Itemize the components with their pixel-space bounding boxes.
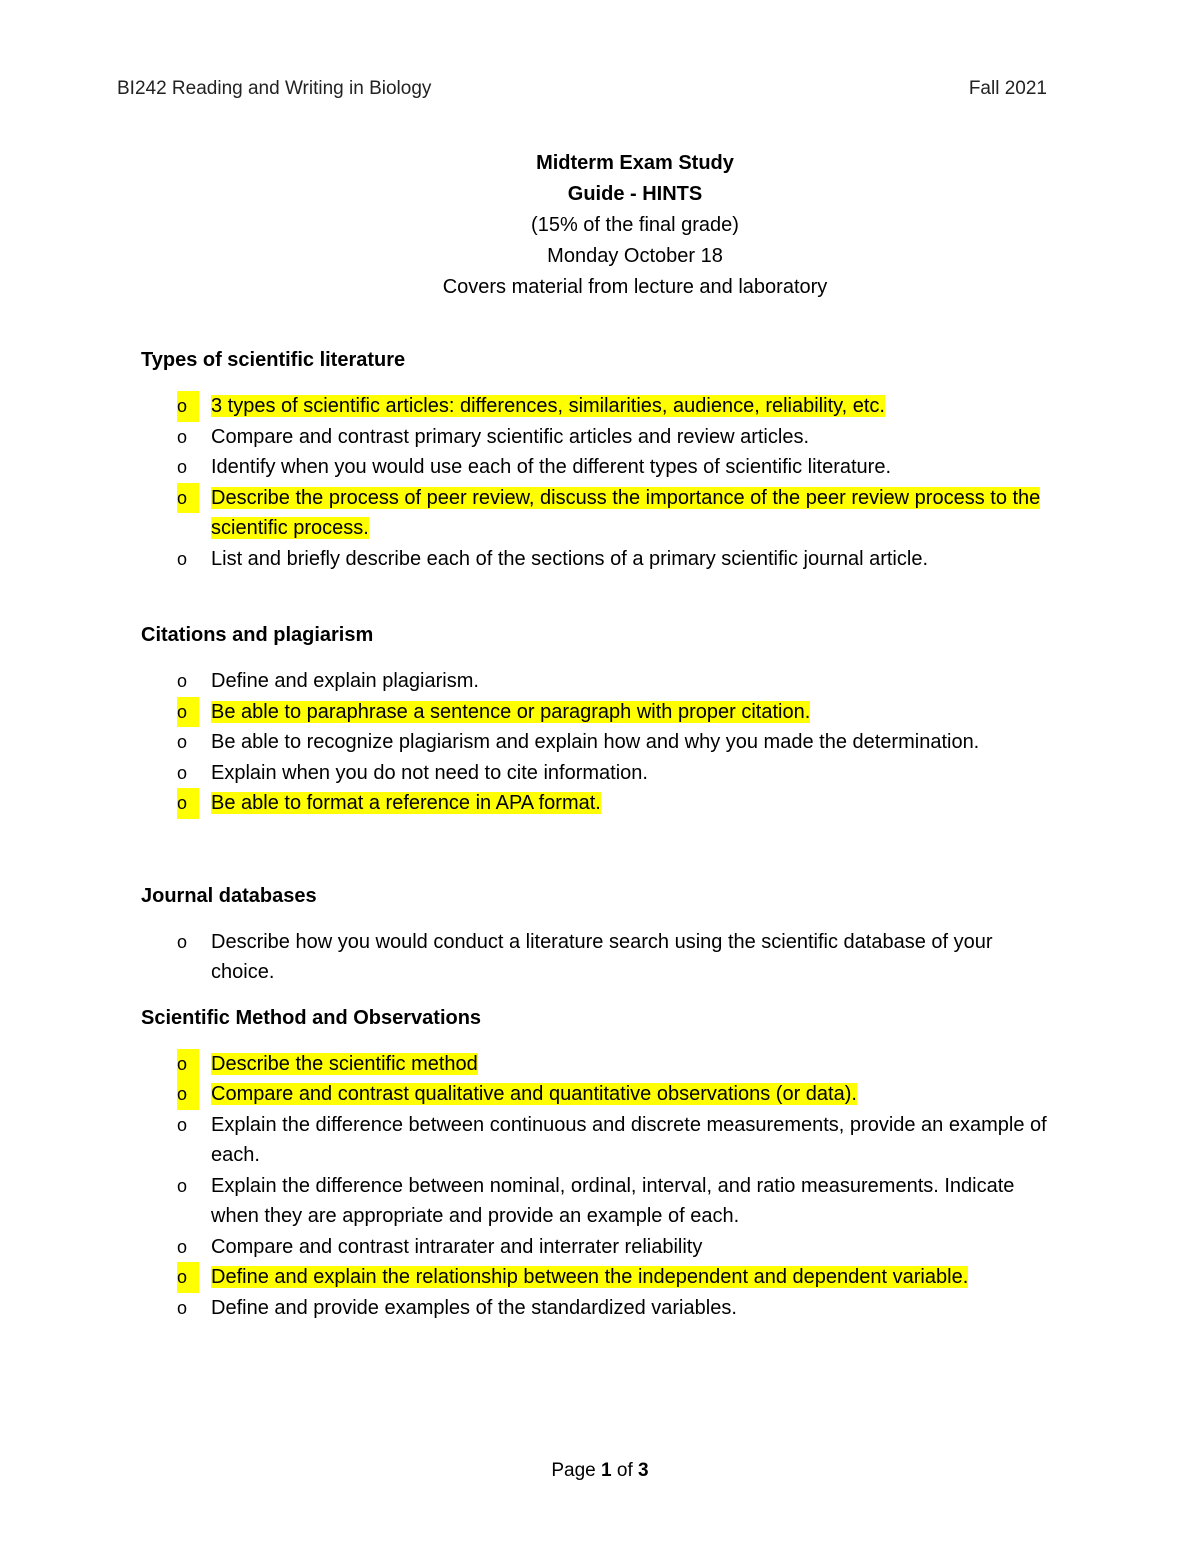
bullet-icon: o [177, 732, 188, 752]
title-line-1: Midterm Exam Study [536, 152, 734, 174]
list-item [141, 666, 1061, 697]
term-label: Fall 2021 [968, 78, 1047, 99]
list-item [141, 758, 1061, 789]
title-block [0, 148, 1200, 303]
item-text: Identify when you would use each of the different types of scientific literature. [211, 456, 892, 478]
list-item [141, 483, 1061, 544]
list-item [141, 1110, 1061, 1171]
bullet-icon: o [177, 1079, 199, 1110]
list-item [141, 927, 1061, 988]
list-item [141, 1079, 1061, 1110]
item-text: List and briefly describe each of the sections of a primary scientific journal article. [211, 547, 929, 570]
exam-date: Monday October 18 [547, 245, 723, 267]
item-text: Compare and contrast qualitative and quantitative observations (or data). [211, 1083, 857, 1105]
bullet-icon: o [177, 1049, 199, 1080]
bullet-icon: o [177, 1236, 188, 1257]
section-title: Types of scientific literature [141, 349, 406, 371]
item-text: Be able to recognize plagiarism and explain how and why you made the determination. [211, 731, 980, 753]
item-text: Be able to format a reference in APA format. [211, 792, 601, 814]
grade-weight: (15% of the final grade) [531, 214, 739, 236]
list-item [141, 1171, 1061, 1232]
item-text: Be able to paraphrase a sentence or paragraph with proper citation. [211, 700, 811, 723]
bullet-icon: o [177, 1297, 188, 1318]
list-item [141, 422, 1061, 453]
item-text: Explain the difference between continuous and discrete measurements, provide an example of each. [211, 1113, 1047, 1166]
bullet-icon: o [177, 671, 188, 691]
list-item [141, 452, 1061, 483]
list-item [141, 544, 1061, 575]
list-item [141, 1232, 1061, 1263]
bullet-icon: o [177, 788, 199, 819]
section-title: Scientific Method and Observations [141, 1006, 482, 1029]
course-title: BI242 Reading and Writing in Biology [117, 78, 432, 99]
bullet-icon: o [177, 931, 188, 952]
bullet-list [141, 391, 1061, 574]
bullet-list [141, 666, 1061, 819]
item-text: Explain the difference between nominal, ordinal, interval, and ratio measurements. Indicate when they are appropriate and provide an example of each. [211, 1174, 1015, 1227]
list-item [141, 788, 1061, 819]
item-text: 3 types of scientific articles: differences, similarities, audience, reliability, etc. [211, 395, 885, 417]
section-journal-databases [141, 881, 1061, 988]
page-footer [0, 1460, 1200, 1482]
bullet-list [141, 927, 1061, 988]
bullet-icon: o [177, 762, 188, 783]
list-item [141, 697, 1061, 728]
list-item [141, 1262, 1061, 1293]
bullet-icon: o [177, 1175, 188, 1196]
bullet-icon: o [177, 697, 199, 728]
bullet-list [141, 1049, 1061, 1324]
list-item [141, 1049, 1061, 1080]
section-types-of-literature [141, 345, 1061, 574]
bullet-icon: o [177, 1262, 199, 1293]
bullet-icon: o [177, 1114, 188, 1135]
page-header [117, 78, 1047, 100]
item-text: Define and provide examples of the standardized variables. [211, 1296, 737, 1319]
bullet-icon: o [177, 426, 188, 447]
coverage-note: Covers material from lecture and laboratory [442, 276, 828, 298]
bullet-icon: o [177, 548, 188, 569]
title-line-2: Guide - HINTS [567, 183, 703, 205]
bullet-icon: o [177, 391, 199, 422]
section-citations-plagiarism [141, 620, 1061, 819]
page-word: Page [551, 1460, 596, 1481]
item-text: Define and explain the relationship between the independent and dependent variable. [211, 1266, 969, 1288]
item-text: Compare and contrast primary scientific articles and review articles. [211, 425, 809, 448]
section-scientific-method [141, 1003, 1061, 1324]
item-text: Describe the scientific method [211, 1052, 478, 1075]
bullet-icon: o [177, 483, 199, 514]
section-title: Journal databases [141, 884, 317, 907]
total-pages: 3 [638, 1460, 649, 1481]
of-word: of [616, 1460, 633, 1481]
item-text: Describe how you would conduct a literature search using the scientific database of your choice. [211, 930, 993, 983]
list-item [141, 391, 1061, 422]
item-text: Explain when you do not need to cite information. [211, 761, 648, 784]
list-item [141, 727, 1061, 758]
item-text: Compare and contrast intrarater and interrater reliability [211, 1235, 703, 1258]
item-text: Describe the process of peer review, discuss the importance of the peer review process to the scientific process. [211, 486, 1041, 539]
section-title: Citations and plagiarism [141, 624, 374, 646]
content [141, 345, 1061, 1323]
bullet-icon: o [177, 457, 188, 477]
current-page: 1 [601, 1460, 612, 1481]
list-item [141, 1293, 1061, 1324]
item-text: Define and explain plagiarism. [211, 670, 479, 692]
